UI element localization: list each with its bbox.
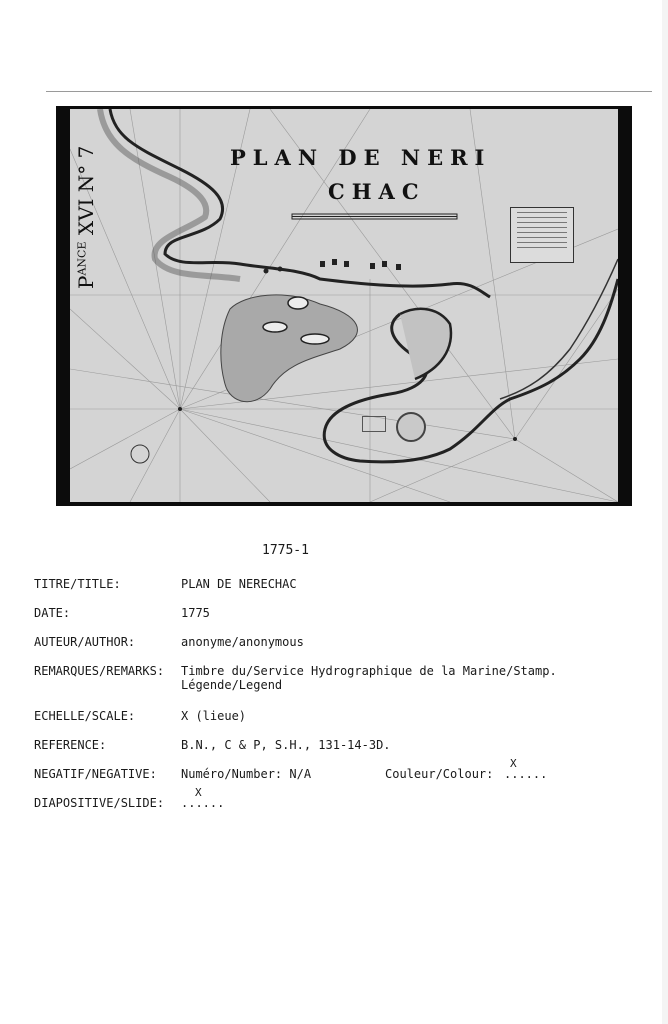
map-image	[70, 109, 618, 502]
field-label: AUTEUR/AUTHOR:	[34, 635, 136, 649]
field-value: 1775	[181, 606, 210, 620]
field-value: Numéro/Number: N/A	[181, 767, 312, 781]
colour-label: Couleur/Colour:	[385, 767, 494, 781]
colour-value: ......	[504, 767, 548, 781]
plate-number-roman: XVI	[74, 198, 98, 236]
plate-number: N° 7	[74, 145, 98, 193]
plate-label	[74, 146, 98, 289]
field-label: ECHELLE/SCALE:	[34, 709, 136, 723]
field-value	[181, 664, 557, 692]
field-label: DATE:	[34, 606, 71, 620]
field-value: X (lieue)	[181, 709, 247, 723]
hydrographic-seal-icon	[396, 412, 426, 442]
page-edge	[662, 0, 668, 1024]
field-value: ......	[181, 796, 225, 810]
catalog-number: 1775-1	[262, 543, 309, 558]
colour-mark: X	[510, 757, 517, 770]
remarks-line-2: Légende/Legend	[181, 678, 283, 692]
field-value: anonyme/anonymous	[181, 635, 304, 649]
map-title: PLAN DE NERI	[230, 145, 492, 170]
field-label: REMARQUES/REMARKS:	[34, 664, 165, 678]
remarks-line-1: Timbre du/Service Hydrographique de la Marine/Stamp.	[181, 664, 557, 678]
field-label: DIAPOSITIVE/SLIDE:	[34, 796, 165, 810]
field-label: TITRE/TITLE:	[34, 577, 121, 591]
slide-mark: X	[195, 786, 202, 799]
field-value: PLAN DE NERECHAC	[181, 577, 297, 591]
field-label: REFERENCE:	[34, 738, 107, 752]
field-label: NEGATIF/NEGATIVE:	[34, 767, 157, 781]
field-value: B.N., C & P, S.H., 131-14-3D.	[181, 738, 391, 752]
map-title-line2: CHAC	[328, 179, 426, 204]
map-photograph	[56, 106, 632, 506]
library-stamp	[362, 416, 386, 432]
plate-prefix: P	[74, 275, 98, 289]
top-rule	[46, 91, 652, 92]
map-legend-box	[510, 207, 574, 263]
plate-sup: ANCE	[75, 241, 89, 276]
